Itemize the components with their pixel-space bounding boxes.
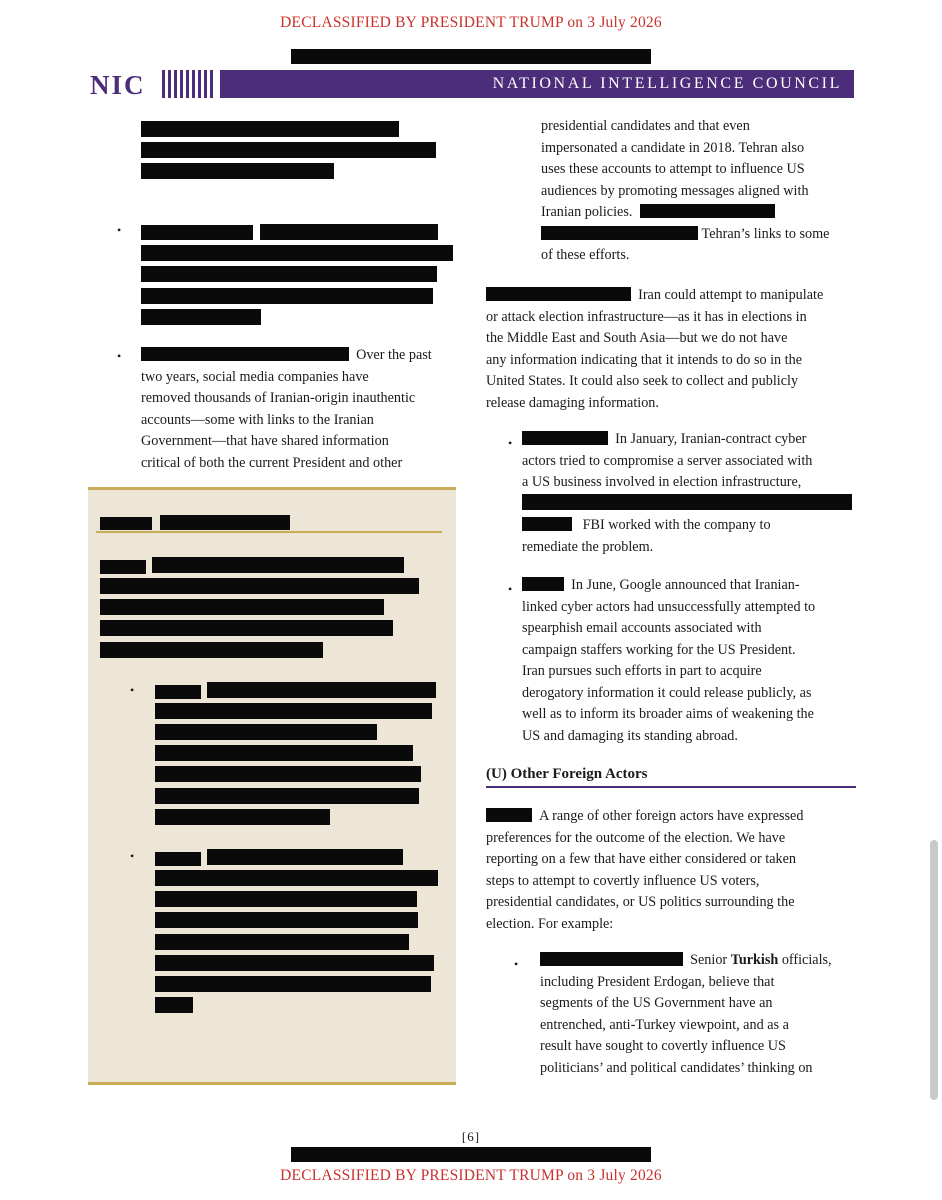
text-line: a US business involved in election infrastructure, (522, 474, 802, 490)
redaction-block (207, 682, 436, 698)
text-line: actors tried to compromise a server associated with (522, 452, 813, 469)
redaction-block (141, 121, 399, 137)
redaction-block (155, 870, 438, 886)
text-line: critical of both the current President and other (141, 454, 403, 471)
text-line: United States. It could also seek to collect and publicly (486, 373, 799, 389)
text-line: spearphish email accounts associated with (522, 620, 762, 636)
text-line: presidential candidates, or US politics surrounding the (486, 894, 795, 910)
redaction-block (155, 809, 330, 825)
declassified-banner-top: DECLASSIFIED BY PRESIDENT TRUMP on 3 July 2026 (280, 14, 662, 31)
redaction-inline (640, 204, 775, 218)
text-line: Iranian policies. (541, 204, 633, 220)
bullet-point: • (508, 436, 513, 450)
page-number: [6] (461, 1129, 481, 1144)
text-line: officials, (778, 952, 832, 968)
text-line: remediate the problem. (522, 538, 654, 555)
text-line: of these efforts. (541, 247, 630, 263)
text-line: Tehran’s links to some (701, 225, 830, 242)
text-line: A range of other foreign actors have expressed (539, 808, 804, 824)
text-line: accounts—some with links to the Iranian (141, 411, 374, 428)
text-line: presidential candidates and that even (541, 118, 750, 134)
redaction-block (100, 560, 146, 574)
paragraph-social-media (141, 345, 432, 474)
bullet-point: • (508, 582, 513, 596)
redaction-block (155, 852, 201, 866)
redaction-block (152, 557, 404, 573)
bullet-point: • (117, 349, 122, 363)
redaction-block (100, 620, 393, 636)
redaction-block (100, 517, 152, 530)
redaction-inline (486, 808, 532, 822)
redaction-block (100, 599, 384, 615)
text-line: preferences for the outcome of the election. We have (486, 829, 786, 846)
text-line: result have sought to covertly influence US (540, 1038, 786, 1054)
text-line: audiences by promoting messages aligned with (541, 182, 809, 199)
redaction-block (141, 245, 453, 261)
redaction-block (141, 266, 437, 282)
text-line: well as to inform its broader aims of weakening the (522, 706, 814, 722)
redaction-inline (141, 347, 349, 361)
text-line: politicians’ and political candidates’ thinking on (540, 1059, 813, 1076)
redaction-block (155, 724, 377, 740)
redaction-block (155, 997, 193, 1013)
text-line: release damaging information. (486, 394, 659, 411)
redaction-block (155, 788, 419, 804)
redaction-block (155, 703, 432, 719)
redaction-inline (540, 952, 683, 966)
redaction-block (155, 766, 421, 782)
redaction-block (141, 225, 253, 240)
paragraph-accounts-continued (541, 116, 829, 267)
text-line: Senior (690, 952, 731, 968)
text-line: or attack election infrastructure—as it has in elections in (486, 308, 807, 325)
text-emphasis: Turkish (730, 952, 779, 968)
redaction-block (100, 578, 419, 594)
section-heading-other-foreign-actors: (U) Other Foreign Actors (486, 766, 648, 782)
redaction-inline (522, 431, 608, 445)
sidebox-divider (96, 531, 442, 533)
redaction-block (155, 891, 417, 907)
redaction-inline (541, 226, 698, 240)
bullet-turkey (540, 950, 832, 1079)
redaction-block (160, 515, 290, 530)
text-line: US and damaging its standing abroad. (522, 727, 738, 744)
redaction-block (155, 912, 418, 928)
bullet-point: • (514, 957, 519, 971)
text-line: two years, social media companies have (141, 368, 369, 385)
text-line: FBI worked with the company to (582, 517, 771, 533)
bullet-point: • (130, 683, 135, 697)
redaction-block (260, 224, 438, 240)
text-line: any information indicating that it intends to do so in the (486, 351, 803, 368)
redaction-classification-top (291, 49, 651, 64)
bullet-point: • (117, 223, 122, 237)
text-line: segments of the US Government have an (540, 995, 773, 1011)
redaction-block (155, 976, 431, 992)
redaction-block (141, 163, 334, 179)
nic-logo-abbr: NIC (90, 70, 146, 100)
bullet-january-cyber (522, 429, 852, 558)
bullet-point: • (130, 849, 135, 863)
text-line: Iran pursues such efforts in part to acquire (522, 663, 762, 679)
text-line: removed thousands of Iranian-origin inauthentic (141, 390, 416, 406)
redaction-block (155, 934, 409, 950)
redaction-block (155, 955, 434, 971)
text-line: entrenched, anti-Turkey viewpoint, and as a (540, 1016, 789, 1033)
text-line: steps to attempt to covertly influence US voters, (486, 872, 760, 889)
declassified-banner-bottom: DECLASSIFIED BY PRESIDENT TRUMP on 3 July 2026 (280, 1167, 662, 1184)
text-line: Iran could attempt to manipulate (638, 287, 824, 303)
paragraph-iran-infrastructure (486, 285, 823, 414)
text-line: derogatory information it could release publicly, as (522, 684, 812, 701)
text-line: In June, Google announced that Iranian- (571, 577, 800, 593)
nic-header-bar (220, 70, 854, 98)
redaction-inline (522, 517, 572, 531)
nic-header-title: NATIONAL INTELLIGENCE COUNCIL (492, 75, 842, 92)
text-line: campaign staffers working for the US President. (522, 641, 796, 658)
redaction-block (155, 685, 201, 699)
text-line: In January, Iranian-contract cyber (615, 431, 807, 447)
redaction-inline (522, 494, 852, 510)
redaction-inline (486, 287, 631, 301)
text-line: Government—that have shared information (141, 433, 389, 449)
nic-logo-stripes (162, 70, 218, 98)
bullet-june-google (522, 575, 815, 747)
scrollbar-thumb[interactable] (930, 840, 938, 1100)
redaction-block (141, 288, 433, 304)
text-line: impersonated a candidate in 2018. Tehran also (541, 139, 805, 156)
redaction-block (155, 745, 413, 761)
redaction-block (100, 642, 323, 658)
text-line: uses these accounts to attempt to influence US (541, 161, 805, 177)
text-line: Over the past (356, 347, 432, 363)
redaction-classification-bottom (291, 1147, 651, 1162)
text-line: reporting on a few that have either considered or taken (486, 851, 797, 867)
paragraph-other-actors (486, 806, 803, 935)
section-heading-rule (486, 786, 856, 788)
text-line: linked cyber actors had unsuccessfully attempted to (522, 598, 816, 615)
redaction-block (141, 309, 261, 325)
redaction-block (141, 142, 436, 158)
text-line: election. For example: (486, 915, 614, 932)
redaction-inline (522, 577, 564, 591)
redacted-sidebar-box (88, 487, 456, 1085)
redaction-block (207, 849, 403, 865)
text-line: the Middle East and South Asia—but we do not have (486, 330, 788, 346)
text-line: including President Erdogan, believe that (540, 973, 775, 990)
